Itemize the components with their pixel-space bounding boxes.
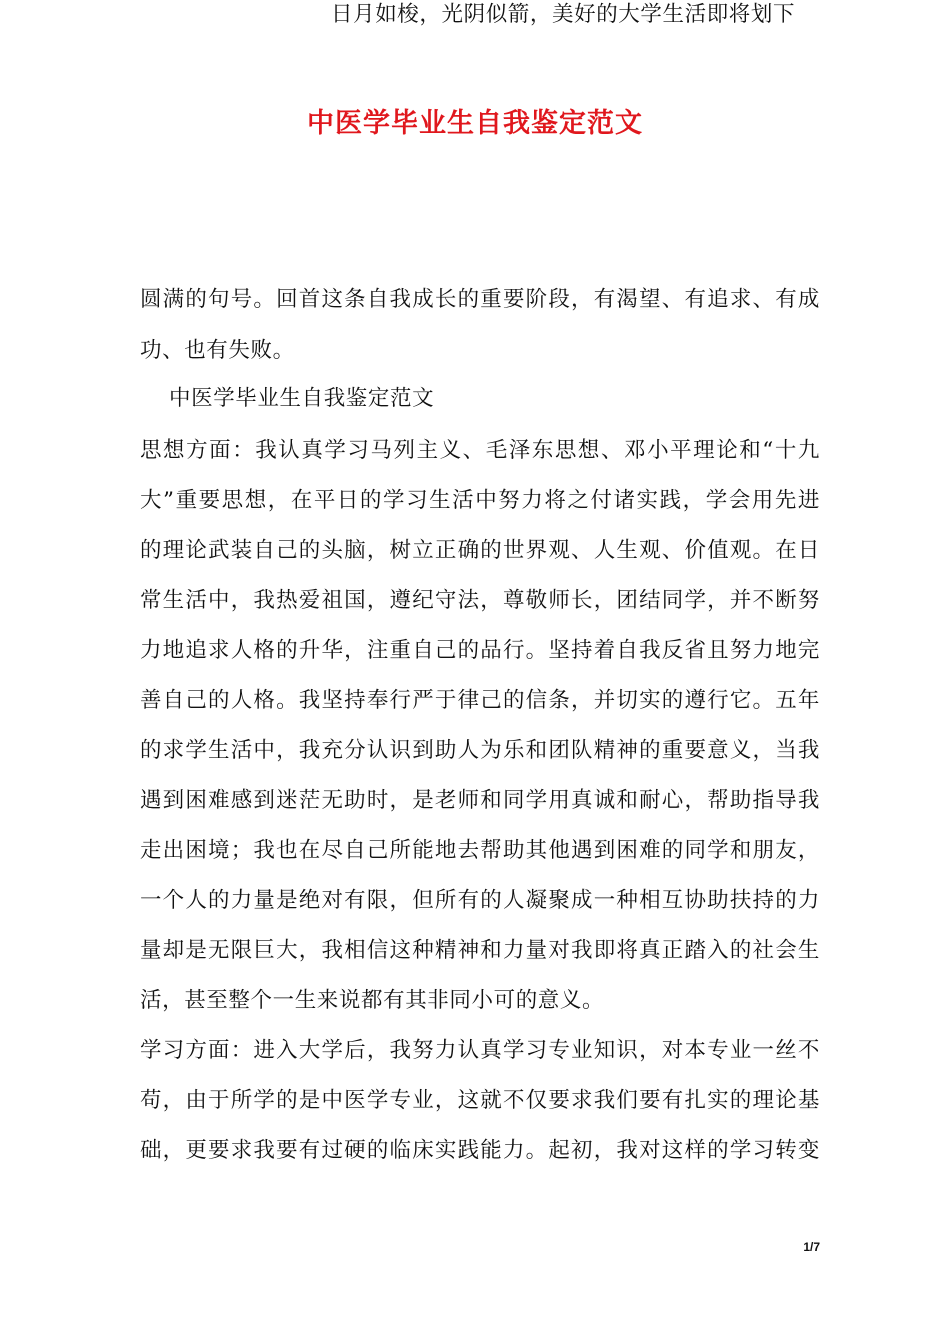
paragraph-line: 活，甚至整个一生来说都有其非同小可的意义。 xyxy=(140,988,605,1013)
paragraph-line: 大”重要思想，在平日的学习生活中努力将之付诸实践，学会用先进 xyxy=(140,488,820,513)
paragraph-line: 圆满的句号。回首这条自我成长的重要阶段，有渴望、有追求、有成 xyxy=(140,287,820,312)
paragraph-line: 苟，由于所学的是中医学专业，这就不仅要求我们要有扎实的理论基 xyxy=(140,1088,820,1113)
paragraph-line: 量却是无限巨大，我相信这种精神和力量对我即将真正踏入的社会生 xyxy=(140,938,820,963)
paragraph-line: 常生活中，我热爱祖国，遵纪守法，尊敬师长，团结同学，并不断努 xyxy=(140,588,820,613)
paragraph-line: 础，更要求我要有过硬的临床实践能力。起初，我对这样的学习转变 xyxy=(140,1138,820,1163)
paragraph-line: 力地追求人格的升华，注重自己的品行。坚持着自我反省且努力地完 xyxy=(140,638,820,663)
paragraph-line: 善自己的人格。我坚持奉行严于律己的信条，并切实的遵行它。五年 xyxy=(140,688,820,713)
paragraph-line: 学习方面：进入大学后，我努力认真学习专业知识，对本专业一丝不 xyxy=(140,1038,820,1063)
paragraph-line: 走出困境；我也在尽自己所能地去帮助其他遇到困难的同学和朋友， xyxy=(140,838,820,863)
paragraph-line: 的理论武装自己的头脑，树立正确的世界观、人生观、价值观。在日 xyxy=(140,538,820,563)
paragraph-line: 的求学生活中，我充分认识到助人为乐和团队精神的重要意义，当我 xyxy=(140,738,820,763)
paragraph-line: 日月如梭，光阴似箭，美好的大学生活即将划下 xyxy=(331,2,796,27)
page-title: 中医学毕业生自我鉴定范文 xyxy=(307,108,643,139)
paragraph-line: 遇到困难感到迷茫无助时，是老师和同学用真诚和耐心，帮助指导我 xyxy=(140,788,820,813)
page-number: 1/7 xyxy=(803,1240,820,1254)
paragraph-line: 功、也有失败。 xyxy=(140,338,295,363)
section-heading: 中医学毕业生自我鉴定范文 xyxy=(169,386,435,411)
paragraph-line: 思想方面：我认真学习马列主义、毛泽东思想、邓小平理论和“十九 xyxy=(140,438,820,463)
paragraph-line: 一个人的力量是绝对有限，但所有的人凝聚成一种相互协助扶持的力 xyxy=(140,888,820,913)
